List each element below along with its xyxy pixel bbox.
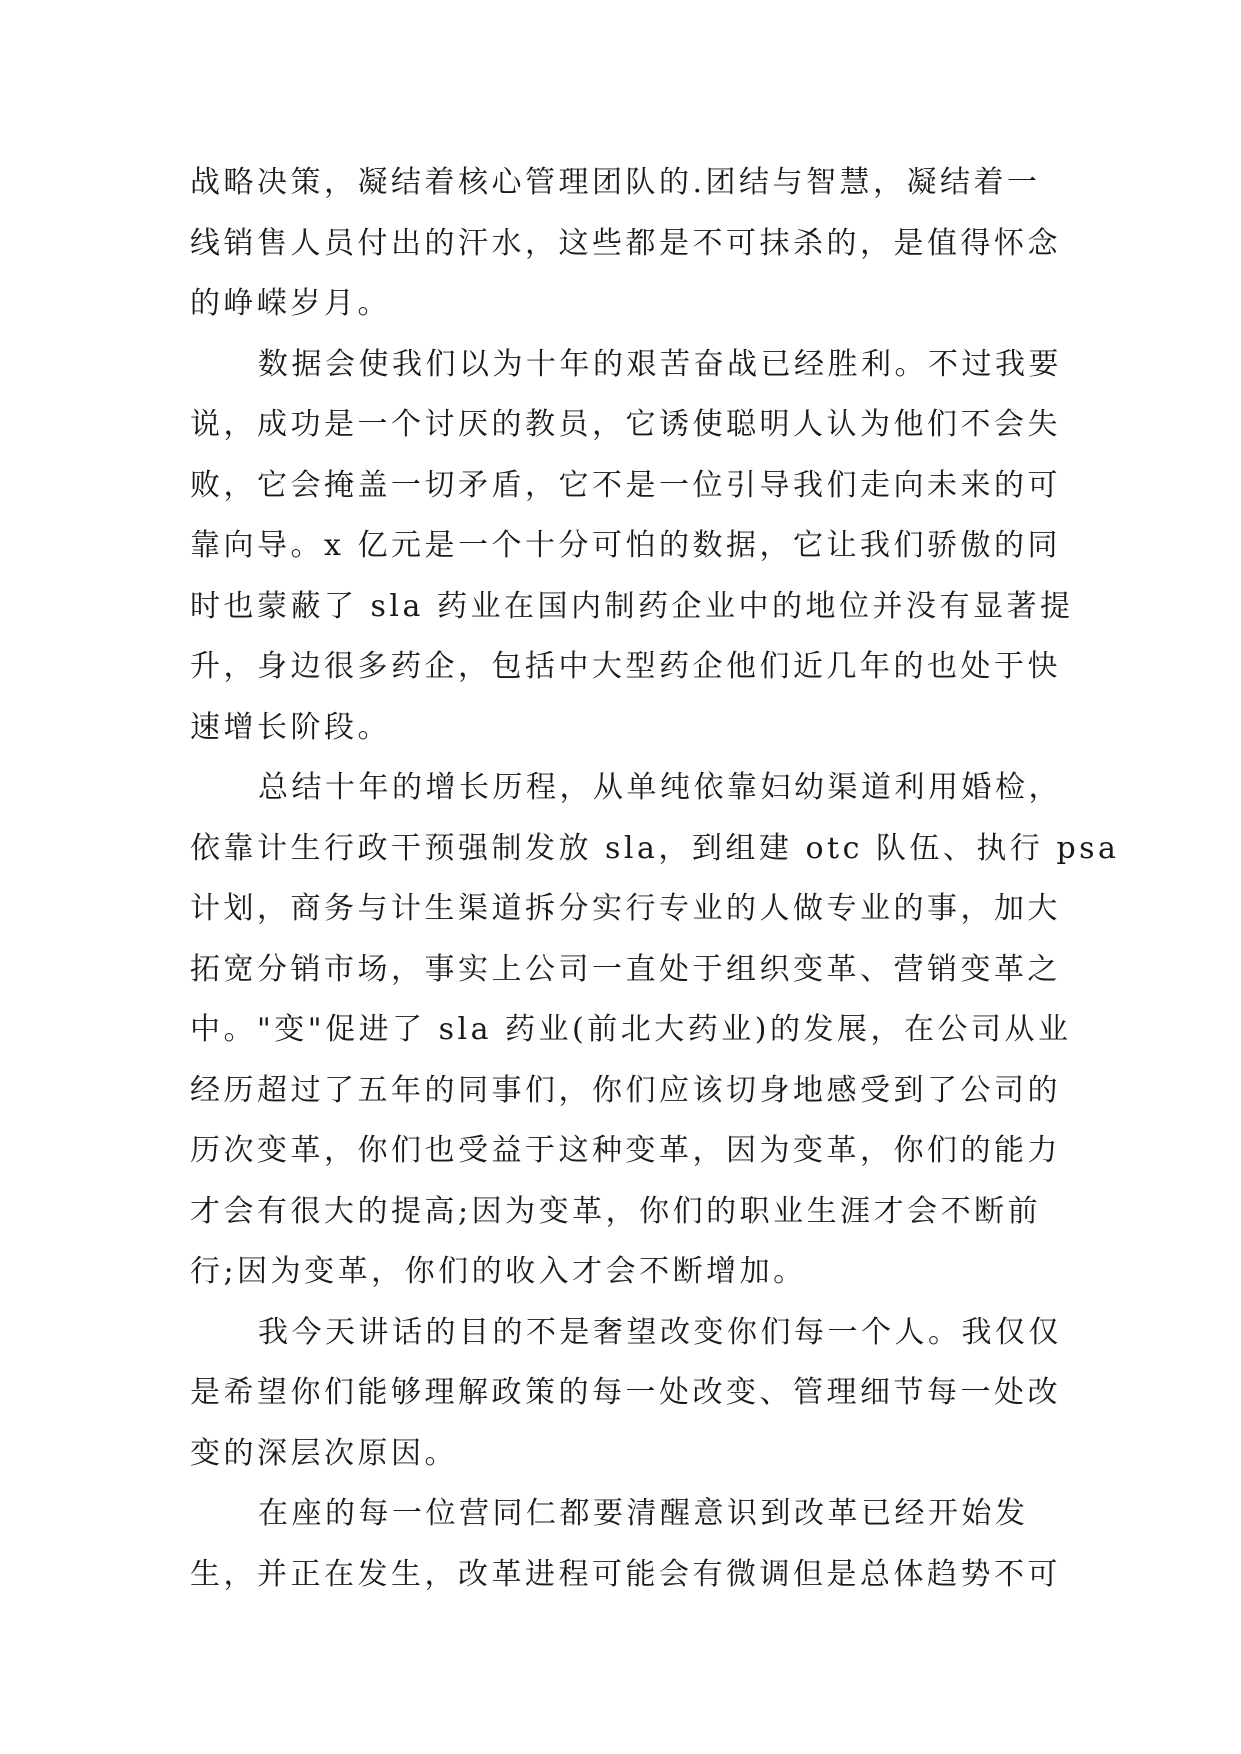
paragraph	[190, 335, 1074, 759]
text-line: 依靠计生行政干预强制发放 sla，到组建 otc 队伍、执行 psa	[190, 830, 1120, 866]
text-line: 时也蒙蔽了 sla 药业在国内制药企业中的地位并没有显著提	[190, 588, 1074, 624]
text-line: 中。"变"促进了 sla 药业(前北大药业)的发展，在公司从业	[190, 1012, 1072, 1047]
text-line: 才会有很大的提高;因为变革，你们的职业生涯才会不断前	[190, 1193, 1042, 1229]
text-line: 升，身边很多药企，包括中大型药企他们近几年的也处于快	[190, 649, 1061, 684]
text-line: 在座的每一位营同仁都要清醒意识到改革已经开始发	[258, 1496, 1029, 1531]
text-line: 经历超过了五年的同事们，你们应该切身地感受到了公司的	[190, 1072, 1061, 1108]
text-line: 拓宽分销市场，事实上公司一直处于组织变革、营销变革之	[190, 951, 1061, 987]
text-line: 速增长阶段。	[190, 709, 391, 745]
text-line: 数据会使我们以为十年的艰苦奋战已经胜利。不过我要	[258, 346, 1062, 382]
paragraph	[190, 1484, 1061, 1605]
text-line: 变的深层次原因。	[190, 1435, 458, 1471]
text-line: 说，成功是一个讨厌的教员，它诱使聪明人认为他们不会失	[190, 407, 1061, 442]
document-body	[190, 153, 1120, 1605]
text-line: 计划，商务与计生渠道拆分实行专业的人做专业的事，加大	[190, 891, 1061, 926]
paragraph	[190, 1303, 1062, 1485]
text-line: 是希望你们能够理解政策的每一处改变、管理细节每一处改	[190, 1375, 1061, 1410]
paragraph	[190, 153, 1061, 335]
text-line: 历次变革，你们也受益于这种变革，因为变革，你们的能力	[190, 1133, 1061, 1168]
text-line: 生，并正在发生，改革进程可能会有微调但是总体趋势不可	[190, 1556, 1061, 1592]
text-line: 败，它会掩盖一切矛盾，它不是一位引导我们走向未来的可	[190, 467, 1061, 503]
text-line: 的峥嵘岁月。	[190, 286, 391, 321]
text-line: 我今天讲话的目的不是奢望改变你们每一个人。我仅仅	[258, 1314, 1062, 1350]
text-line: 总结十年的增长历程，从单纯依靠妇幼渠道利用婚检，	[258, 770, 1062, 805]
text-line: 战略决策，凝结着核心管理团队的.团结与智慧，凝结着一	[190, 165, 1041, 200]
paragraph	[190, 758, 1120, 1303]
text-line: 线销售人员付出的汗水，这些都是不可抹杀的，是值得怀念	[190, 225, 1061, 261]
text-line: 行;因为变革，你们的收入才会不断增加。	[190, 1254, 807, 1289]
text-line: 靠向导。x 亿元是一个十分可怕的数据，它让我们骄傲的同	[190, 528, 1061, 563]
